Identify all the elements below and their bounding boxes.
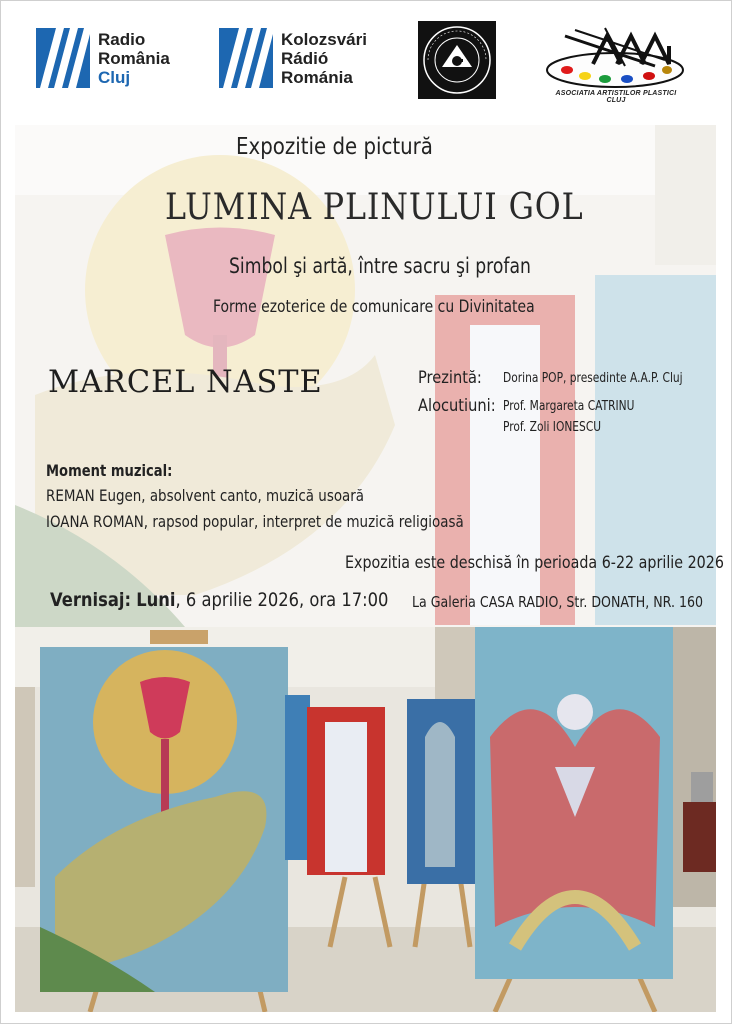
palette-icon bbox=[545, 26, 687, 90]
performer-2 bbox=[46, 512, 464, 531]
logo-line: Románia bbox=[281, 67, 353, 87]
logo-line: Kolozsvári bbox=[281, 29, 367, 49]
tagline-primary: Simbol şi artă, între sacru şi profan bbox=[229, 254, 531, 278]
performer-2-description: rapsod popular, interpret de muzică religioasă bbox=[148, 512, 464, 531]
kolozsvari-radio-logo bbox=[219, 28, 367, 88]
exhibition-subtitle: Expozitie de pictură bbox=[236, 134, 433, 160]
exhibition-title: LUMINA PLINULUI GOL bbox=[165, 187, 584, 228]
vernissage-label: Vernisaj: bbox=[50, 589, 132, 611]
exhibition-paintings-image bbox=[15, 627, 716, 1012]
exhibition-period: Expozitia este deschisă în perioada 6-22 aprilie 2026 bbox=[345, 553, 724, 573]
venue-address: La Galeria CASA RADIO, Str. DONATH, NR. 160 bbox=[412, 593, 704, 611]
casa-colectiilor-logo bbox=[418, 21, 496, 99]
logo-line: Rádió bbox=[281, 48, 329, 68]
speaker-1: Prof. Margareta CATRINU bbox=[503, 399, 635, 414]
presents-value: Dorina POP, presedinte A.A.P. Cluj bbox=[503, 371, 683, 386]
vernissage-date-time: , 6 aprilie 2026, ora 17:00 bbox=[175, 589, 389, 611]
vernissage-info bbox=[50, 589, 388, 611]
radio-stripes-icon bbox=[219, 28, 273, 88]
logo-line: Radio bbox=[98, 29, 146, 49]
performer-1: REMAN Eugen, absolvent canto, muzică usoară bbox=[46, 486, 365, 505]
aap-caption: ASOCIATIA ARTISTILOR PLASTICI CLUJ bbox=[555, 90, 677, 104]
music-moment-label: Moment muzical: bbox=[46, 461, 173, 480]
gallery-photo bbox=[15, 627, 716, 1012]
presents-label: Prezintă: bbox=[418, 368, 482, 388]
logo-line: Cluj bbox=[98, 67, 131, 87]
speeches-label: Alocutiuni: bbox=[418, 396, 496, 416]
tagline-secondary: Forme ezoterice de comunicare cu Divinitatea bbox=[213, 297, 535, 317]
performer-2-name: IOANA ROMAN, bbox=[46, 512, 149, 531]
speaker-2: Prof. Zoli IONESCU bbox=[503, 420, 602, 435]
artist-name: MARCEL NASTE bbox=[48, 364, 323, 400]
radio-romania-cluj-logo bbox=[36, 28, 170, 88]
vernissage-day: Luni bbox=[136, 589, 176, 611]
aap-cluj-logo bbox=[545, 26, 687, 104]
seal-icon bbox=[418, 21, 496, 99]
radio-stripes-icon bbox=[36, 28, 90, 88]
logo-line: România bbox=[98, 48, 170, 68]
